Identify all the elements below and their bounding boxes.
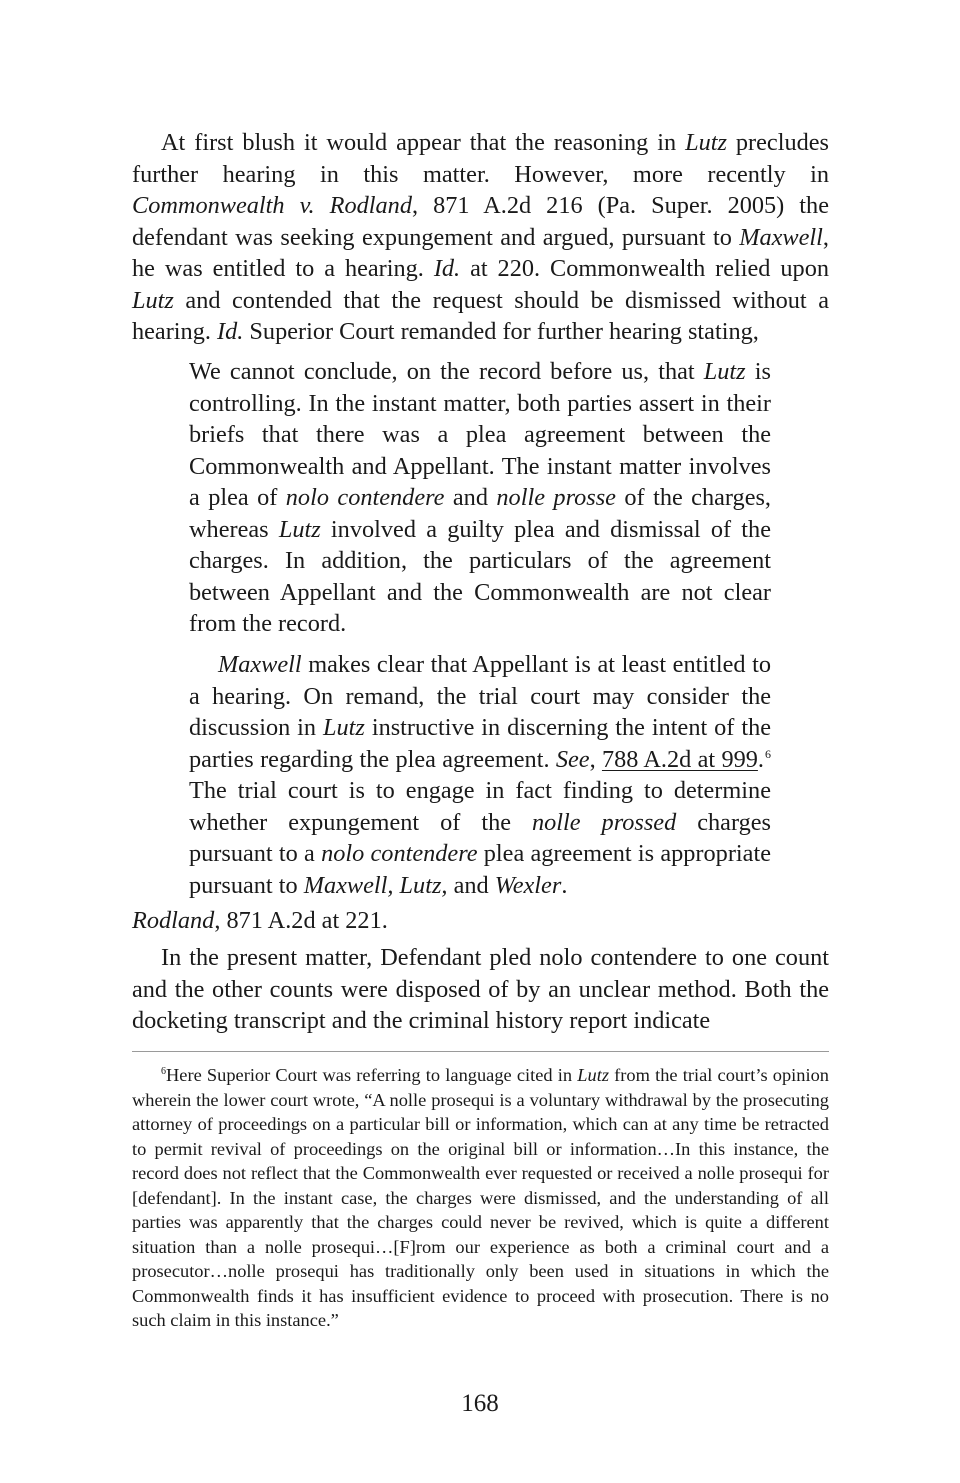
case-name: Lutz: [703, 358, 746, 385]
text-run: involved a guilty plea and dismissal of the charges. In addition, the particulars of the agreement between Appellant and the Commonwealth are not clear from the record.: [189, 515, 771, 637]
text-run: In the present matter, Defendant pled nolo contendere to one count and the other counts were disposed of by an unclear method. Both the docketing transcript and the criminal history report indicate: [132, 944, 829, 1034]
case-name: Lutz: [577, 1065, 609, 1085]
case-name: Wexler: [494, 871, 562, 899]
text-run: and: [444, 484, 497, 511]
case-name: Maxwell: [739, 223, 823, 251]
page-number: 168: [461, 1390, 499, 1417]
text-run: , he was entitled to a hearing.: [132, 223, 829, 282]
present-matter-paragraph: [132, 942, 829, 1037]
legal-term: nolo contendere: [321, 840, 478, 867]
text-run: and contended that the request should be dismissed without a hearing.: [132, 286, 829, 345]
citation-signal: See: [555, 745, 590, 773]
case-name: Lutz: [685, 129, 727, 156]
citation-link[interactable]: 788 A.2d at 999: [601, 745, 758, 773]
text-run: plea agreement is appropriate pursuant to: [189, 840, 771, 899]
text-run: The trial court is to engage in fact finding to determine whether expungement of the: [189, 777, 771, 836]
legal-term: nolo contendere: [285, 484, 445, 511]
text-run: charges pursuant to a: [189, 808, 771, 867]
block-quote-paragraph-2: [189, 649, 771, 901]
footnote-number: 6: [161, 1066, 166, 1077]
text-run: is controlling. In the instant matter, both parties assert in their briefs that there was a plea agreement between the Commonwealth and Appellant. The instant matter involves a plea of: [189, 358, 771, 511]
case-name: Lutz: [278, 515, 321, 543]
footnote-divider: [132, 1051, 829, 1052]
text-run: , 871 A.2d at 221.: [214, 907, 388, 934]
text-run: makes clear that Appellant is at least entitled to a hearing. On remand, the trial court may consider the discussion in: [189, 651, 771, 741]
citation-signal: Id.: [433, 255, 461, 282]
text-run: Here Superior Court was referring to language cited in: [166, 1065, 578, 1085]
opening-paragraph: [132, 127, 829, 348]
legal-term: nolle prossed: [531, 808, 677, 836]
case-name: Commonwealth v. Rodland: [132, 192, 412, 219]
quote-citation: [132, 905, 829, 937]
text-run: precludes further hearing in this matter. However, more recently in: [132, 129, 829, 188]
text-run: .: [561, 871, 568, 899]
block-quote-paragraph-1: [189, 356, 771, 640]
footnote-reference[interactable]: 6: [764, 746, 771, 761]
case-name: Lutz: [323, 714, 365, 741]
text-run: and: [447, 871, 495, 899]
case-name: Rodland: [132, 907, 215, 934]
text-run: instructive in discerning the intent of the parties regarding the plea agreement.: [189, 714, 771, 773]
citation-signal: Id.: [217, 318, 244, 345]
case-name: Maxwell, Lutz,: [303, 871, 448, 899]
text-run: , 871 A.2d 216 (Pa. Super. 2005) the defendant was seeking expungement and argued, pursuant to: [132, 192, 829, 251]
text-run: Superior Court remanded for further hearing stating,: [243, 318, 759, 345]
case-name: Maxwell: [218, 651, 302, 678]
footnote-6: [132, 1063, 829, 1333]
text-run: ,: [589, 745, 602, 773]
text-run: At first blush it would appear that the reasoning in: [161, 129, 686, 156]
text-run: We cannot conclude, on the record before us, that: [189, 358, 704, 385]
case-name: Lutz: [132, 286, 174, 314]
text-run: from the trial court’s opinion wherein the lower court wrote, “A nolle prosequi is a voluntary withdrawal by the prosecuting attorney of proceedings on a particular bill or information, which can at any time be retracted to permit revival of proceedings on the original bill or information…In this instance, the record does not reflect that the Commonwealth ever requested or received a nolle prosequi for [defendant]. In the instant case, the charges were dismissed, and the understanding of all parties was apparently that the charges could never be revived, which is quite a different situation than a nolle prosequi…[F]rom our experience as both a criminal court and a prosecutor…nolle prosequi has traditionally only been used in situations in which the Commonwealth finds it has insufficient evidence to proceed with prosecution. There is no such claim in this instance.”: [132, 1065, 829, 1330]
legal-term: nolle prosse: [496, 484, 616, 511]
text-run: .: [757, 745, 764, 773]
text-run: at 220. Commonwealth relied upon: [460, 255, 829, 282]
text-run: of the charges, whereas: [189, 484, 772, 543]
